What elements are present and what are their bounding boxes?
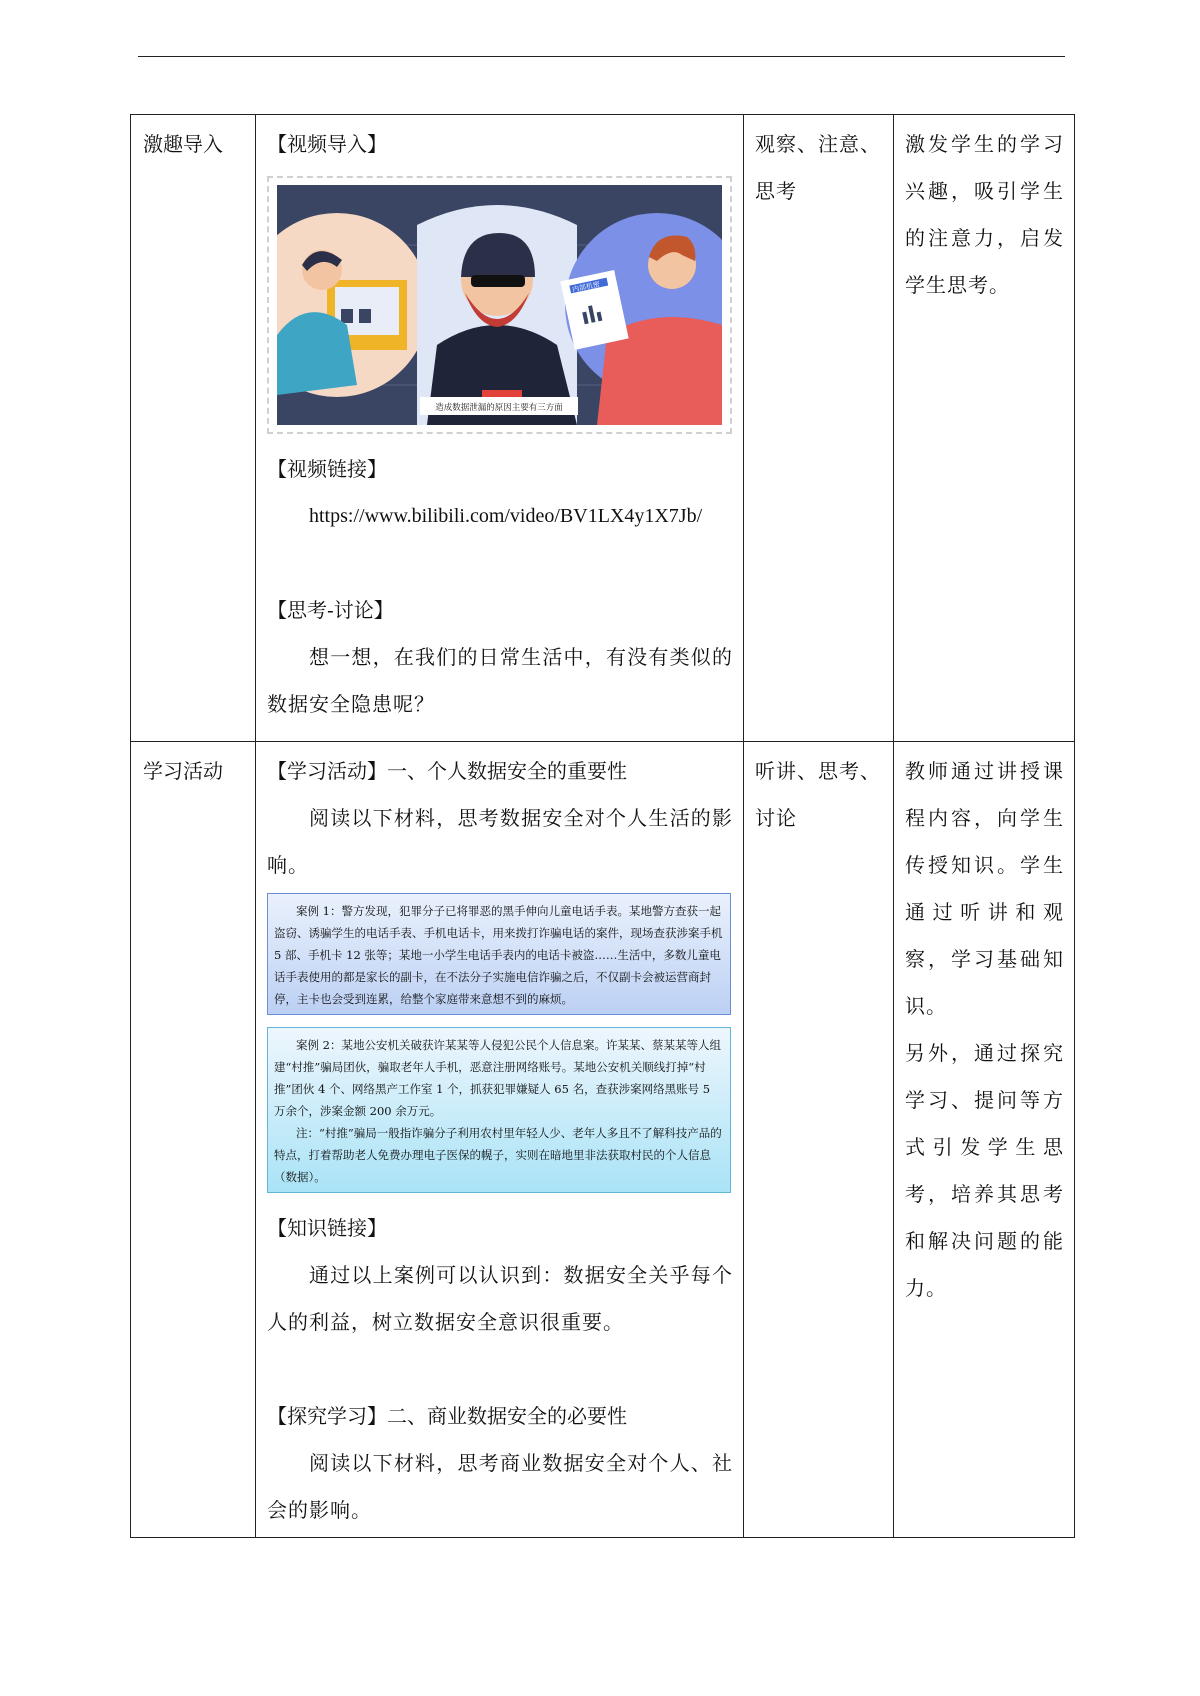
design-intent-cell bbox=[894, 115, 1075, 742]
link-heading: 【视频链接】 bbox=[267, 457, 387, 481]
case-2-note: 注：“村推”骗局一般指诈骗分子利用农村里年轻人少、老年人多且不了解科技产品的特点，打着帮助老人免费办理电子医保的幌子，实则在暗地里非法获取村民的个人信息（数据）。 bbox=[274, 1126, 722, 1184]
student-activity: 观察、注意、思考 bbox=[755, 132, 881, 203]
video-badge: 内部机密 bbox=[571, 280, 601, 294]
student-activity: 听讲、思考、讨论 bbox=[755, 759, 881, 830]
table-row bbox=[131, 742, 1075, 1538]
video-heading: 【视频导入】 bbox=[267, 132, 387, 156]
case-1-text: 案例 1：警方发现，犯罪分子已将罪恶的黑手伸向儿童电话手表。某地警方查获一起盗窃、诱骗学生的电话手表、手机电话卡，用来拨打诈骗电话的案件，现场查获涉案手机 5 部、手机卡 12 张等；某地一小学生电话手表内的电话卡被盗……生活中，多数儿童电话手表使用的都是家长的副卡，在不法分子实施电信诈骗之后，不仅副卡会被运营商封停，主卡也会受到连累，给整个家庭带来意想不到的麻烦。 bbox=[274, 904, 723, 1006]
video-link[interactable]: https://www.bilibili.com/video/BV1LX4y1X7Jb/ bbox=[309, 505, 703, 527]
header-rule bbox=[138, 56, 1065, 57]
design-intent: 教师通过讲授课程内容，向学生传授知识。学生通过听讲和观察，学习基础知识。 bbox=[905, 759, 1064, 1018]
design-intent-extra: 另外，通过探究学习、提问等方式引发学生思考，培养其思考和解决问题的能力。 bbox=[905, 1041, 1064, 1300]
design-intent-cell bbox=[894, 742, 1075, 1538]
student-activity-cell bbox=[744, 115, 894, 742]
explore-text: 阅读以下材料，思考商业数据安全对个人、社会的影响。 bbox=[267, 1451, 733, 1522]
content-cell bbox=[256, 742, 744, 1538]
activity-text: 阅读以下材料，思考数据安全对个人生活的影响。 bbox=[267, 806, 733, 877]
stage-cell bbox=[131, 115, 256, 742]
activity-heading: 【学习活动】一、个人数据安全的重要性 bbox=[267, 759, 627, 783]
case-1-box bbox=[267, 893, 731, 1015]
lesson-plan-table bbox=[130, 114, 1075, 1538]
table-row bbox=[131, 115, 1075, 742]
student-activity-cell bbox=[744, 742, 894, 1538]
content-cell bbox=[256, 115, 744, 742]
stage-label: 激趣导入 bbox=[143, 132, 223, 156]
video-thumbnail[interactable] bbox=[267, 176, 732, 434]
explore-heading: 【探究学习】二、商业数据安全的必要性 bbox=[267, 1404, 627, 1428]
video-caption: 造成数据泄漏的原因主要有三方面 bbox=[435, 403, 563, 413]
stage-cell bbox=[131, 742, 256, 1538]
design-intent: 激发学生的学习兴趣，吸引学生的注意力，启发学生思考。 bbox=[905, 132, 1064, 297]
case-2-box bbox=[267, 1027, 731, 1193]
knowledge-heading: 【知识链接】 bbox=[267, 1216, 387, 1240]
stage-label: 学习活动 bbox=[143, 759, 223, 783]
knowledge-text: 通过以上案例可以认识到：数据安全关乎每个人的利益，树立数据安全意识很重要。 bbox=[267, 1263, 733, 1334]
case-2-text: 案例 2：某地公安机关破获许某某等人侵犯公民个人信息案。许某某、蔡某某等人组建“村推”骗局团伙，骗取老年人手机，恶意注册网络账号。某地公安机关顺线打掉“村推”团伙 4 个、网络黑产工作室 1 个，抓获犯罪嫌疑人 65 名，查获涉案网络黑账号 5 万余个，涉案金额 200 余万元。 bbox=[274, 1038, 721, 1118]
video-illustration bbox=[277, 185, 722, 425]
discuss-heading: 【思考-讨论】 bbox=[267, 598, 394, 622]
discuss-text: 想一想，在我们的日常生活中，有没有类似的数据安全隐患呢？ bbox=[267, 645, 733, 716]
